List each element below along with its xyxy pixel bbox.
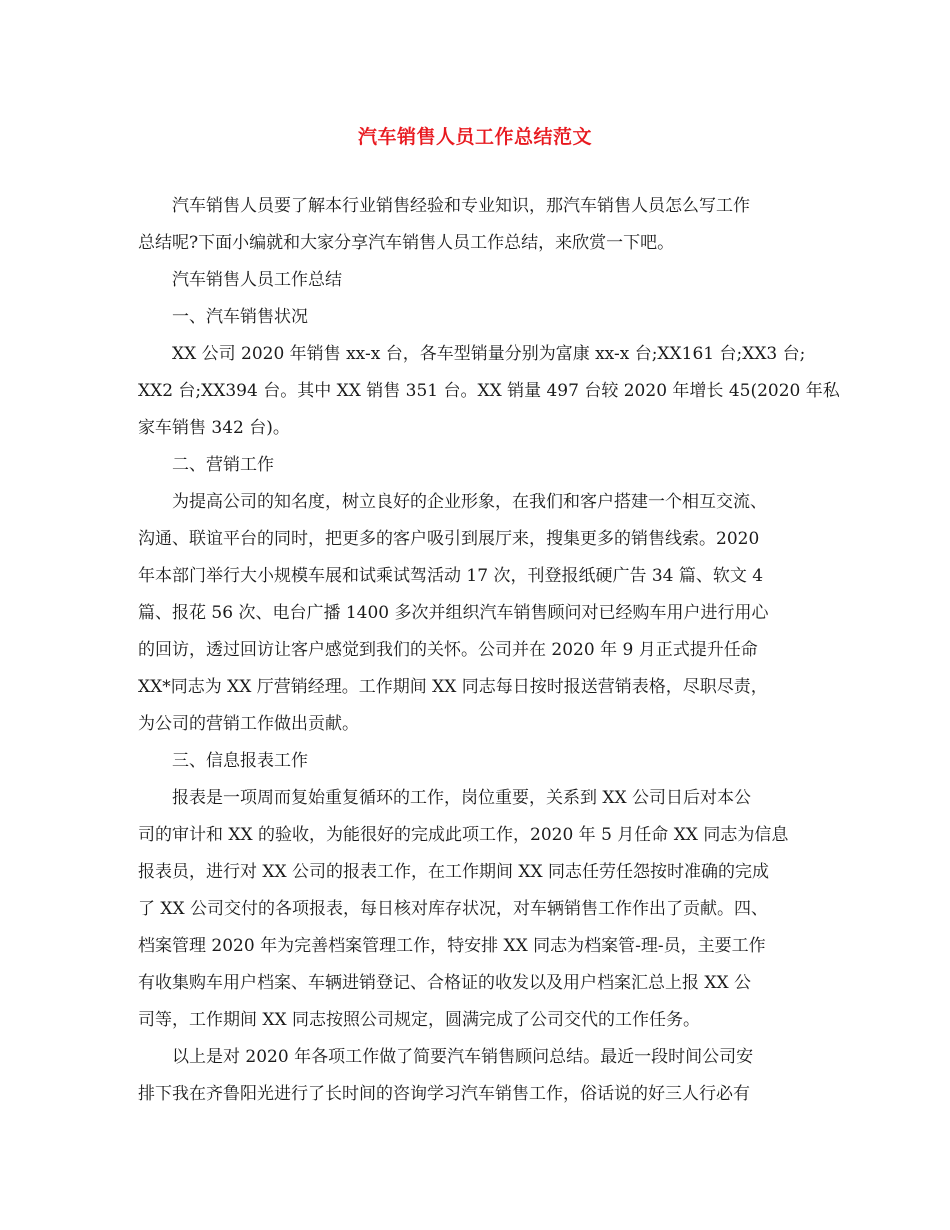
text-line: 档案管理 2020 年为完善档案管理工作，特安排 XX 同志为档案管-理-员，主要工作	[138, 936, 766, 956]
text-line: 有收集购车用户档案、车辆进销登记、合格证的收发以及用户档案汇总上报 XX 公	[138, 973, 752, 993]
text-line: 为公司的营销工作做出贡献。	[138, 714, 359, 734]
text-line: 三、信息报表工作	[172, 751, 308, 771]
text-line: 总结呢?下面小编就和大家分享汽车销售人员工作总结，来欣赏一下吧。	[138, 233, 675, 253]
text-line: 的回访，透过回访让客户感觉到我们的关怀。公司并在 2020 年 9 月正式提升任命	[138, 640, 758, 660]
text-line: XX2 台;XX394 台。其中 XX 销售 351 台。XX 销量 497 台较 2020 年增长 45(2020 年私	[138, 381, 840, 401]
document-body	[138, 188, 840, 1113]
text-line: 汽车销售人员工作总结	[172, 270, 342, 290]
text-line: 以上是对 2020 年各项工作做了简要汽车销售顾问总结。最近一段时间公司安	[172, 1047, 754, 1067]
text-line: XX 公司 2020 年销售 xx-x 台，各车型销量分别为富康 xx-x 台;XX161 台;XX3 台;	[172, 344, 806, 364]
text-line: 家车销售 342 台)。	[138, 418, 290, 438]
text-line: 了 XX 公司交付的各项报表，每日核对库存状况，对车辆销售工作作出了贡献。四、	[138, 899, 769, 919]
text-line: 司的审计和 XX 的验收，为能很好的完成此项工作，2020 年 5 月任命 XX 同志为信息	[138, 825, 789, 845]
text-line: 二、营销工作	[172, 455, 274, 475]
text-line: XX*同志为 XX 厅营销经理。工作期间 XX 同志每日按时报送营销表格，尽职尽责，	[138, 677, 768, 697]
text-line: 年本部门举行大小规模车展和试乘试驾活动 17 次，刊登报纸硬广告 34 篇、软文 4	[138, 566, 764, 586]
text-line: 为提高公司的知名度，树立良好的企业形象，在我们和客户搭建一个相互交流、	[172, 492, 767, 512]
text-line: 篇、报花 56 次、电台广播 1400 多次并组织汽车销售顾问对已经购车用户进行用心	[138, 603, 769, 623]
text-line: 汽车销售人员要了解本行业销售经验和专业知识，那汽车销售人员怎么写工作	[172, 196, 750, 216]
text-line: 报表员，进行对 XX 公司的报表工作，在工作期间 XX 同志任劳任怨按时准确的完成	[138, 862, 770, 882]
text-line: 报表是一项周而复始重复循环的工作，岗位重要，关系到 XX 公司日后对本公	[172, 788, 752, 808]
text-line: 沟通、联谊平台的同时，把更多的客户吸引到展厅来，搜集更多的销售线索。2020	[138, 529, 760, 549]
document-title: 汽车销售人员工作总结范文	[357, 126, 592, 148]
text-line: 一、汽车销售状况	[172, 307, 308, 327]
text-line: 排下我在齐鲁阳光进行了长时间的咨询学习汽车销售工作，俗话说的好三人行必有	[138, 1084, 750, 1104]
text-line: 司等，工作期间 XX 同志按照公司规定，圆满完成了公司交代的工作任务。	[138, 1010, 701, 1030]
